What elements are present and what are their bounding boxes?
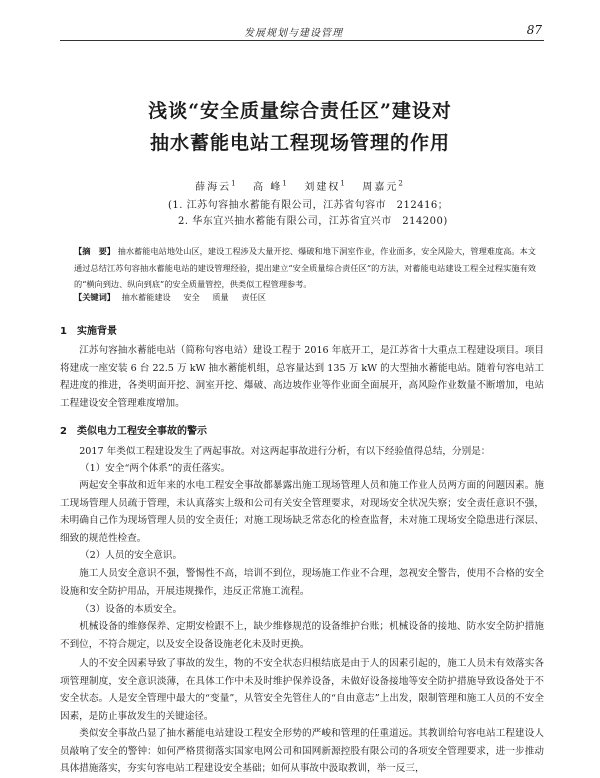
running-title: 发展规划与建设管理 — [244, 28, 343, 39]
keyword: 抽水蓄能建设 — [121, 292, 171, 302]
paper-title-line-2: 抽水蓄能电站工程现场管理的作用 — [149, 132, 450, 154]
author: 周嘉元$^2$ — [362, 179, 405, 193]
paragraph: 类似安全事故凸显了抽水蓄能电站建设工程安全形势的严峻和管理的任重道远。其教训给句容电站工程建设人员敲响了安全的警钟：如何严格贯彻落实国家电网公司和国网新源控股有限公司的各项安全管理要求，进一步推动具体措施落实，夯实句容电站工程建设安全基础；如何从事故中汲取教训，举一反三， — [60, 728, 544, 775]
paragraph: 人的不安全因素导致了事故的发生，物的不安全状态归根结底是由于人的因素引起的，施工人员未有效落实各项管理制度，安全意识淡薄，在具体工作中未及时维护保养设备，未做好设备接地等安全防护措施导致设备处于不安全状态。人是安全管理中最大的“变量”，从管安全先管住人的“自由意志”上出发，限制管理和施工人员的不安全因素，是防止事故发生的关键途径。 — [60, 658, 544, 722]
paper-title-line-1: 浅谈“安全质量综合责任区”建设对 — [148, 100, 452, 122]
paragraph: 2017 年类似工程建设发生了两起事故。对这两起事故进行分析，有以下经验值得总结，分别是： — [79, 446, 491, 457]
running-head — [0, 24, 600, 40]
subheading: （2）人员的安全意识。 — [80, 550, 183, 561]
keywords — [74, 292, 536, 303]
affiliation-2: 2. 华东宜兴抽水蓄能有限公司，江苏省宜兴市 214200) — [178, 216, 448, 227]
author: 刘建权$^1$ — [304, 179, 347, 193]
subheading: （3）设备的本质安全。 — [80, 604, 183, 615]
abstract-label: 【摘 要】 — [74, 246, 116, 256]
header-divider — [60, 40, 544, 41]
keyword: 质量 — [212, 292, 229, 302]
keyword: 责任区 — [241, 292, 266, 302]
author: 高 峰$^1$ — [253, 179, 289, 193]
section-heading-2: 2 类似电力工程安全事故的警示 — [60, 426, 207, 437]
paragraph: 施工人员安全意识不强，警惕性不高，培训不到位，现场施工作业不合理，忽视安全警告，使用不合格的安全设施和安全防护用品，开展违规操作，违反正常施工流程。 — [60, 568, 544, 597]
abstract-text: 抽水蓄能电站地处山区，建设工程涉及大量开挖、爆破和地下洞室作业，作业面多，安全风险大，管理难度高。本文通过总结江苏句容抽水蓄能电站的建设管理经验，提出建立“安全质量综合责任区”的方法，对蓄能电站建设工程全过程实施有效的“横向到边、纵向到底”的安全质量管控，供类似工程管理参考。 — [74, 246, 536, 289]
paragraph: 江苏句容抽水蓄能电站（简称句容电站）建设工程于 2016 年底开工，是江苏省十大重点工程建设项目。项目将建成一座安装 6 台 22.5 万 kW 抽水蓄能机组，总容量达到 135 万 kW 的大型抽水蓄能电站。随着句容电站工程进度的推进，各类明面开挖、洞室开挖、爆破、高边坡作业等作业面全面展开，高风险作业数量不断增加，电站工程建设安全管理难度增加。 — [60, 345, 544, 409]
paragraph: 机械设备的维修保养、定期安检跟不上，缺少维修规范的设备维护台账；机械设备的接地、防水安全防护措施不到位，不符合规定，以及安全设备设施老化未及时更换。 — [60, 621, 544, 650]
affiliation-1: (1. 江苏句容抽水蓄能有限公司，江苏省句容市 212416； — [168, 200, 449, 211]
paragraph: 两起安全事故和近年来的水电工程安全事故都暴露出施工现场管理人员和施工作业人员两方面的问题因素。施工现场管理人员疏于管理，未认真落实上级和公司有关安全管理要求，对现场安全状况失察；安全责任意识不强，未明确自己作为现场管理人员的安全责任；对施工现场缺乏常态化的检查监督，未对施工现场安全隐患进行深层、细致的规范性检查。 — [60, 480, 544, 544]
page-number: 87 — [526, 23, 542, 37]
section-heading-1: 1 实施背景 — [60, 326, 117, 337]
author: 薛海云$^1$ — [195, 179, 238, 193]
keyword: 安全 — [183, 292, 200, 302]
author-list — [0, 178, 600, 193]
subheading: （1）安全“两个体系”的责任落实。 — [80, 463, 231, 474]
keywords-label: 【关键词】 — [74, 292, 115, 302]
abstract — [74, 243, 536, 293]
